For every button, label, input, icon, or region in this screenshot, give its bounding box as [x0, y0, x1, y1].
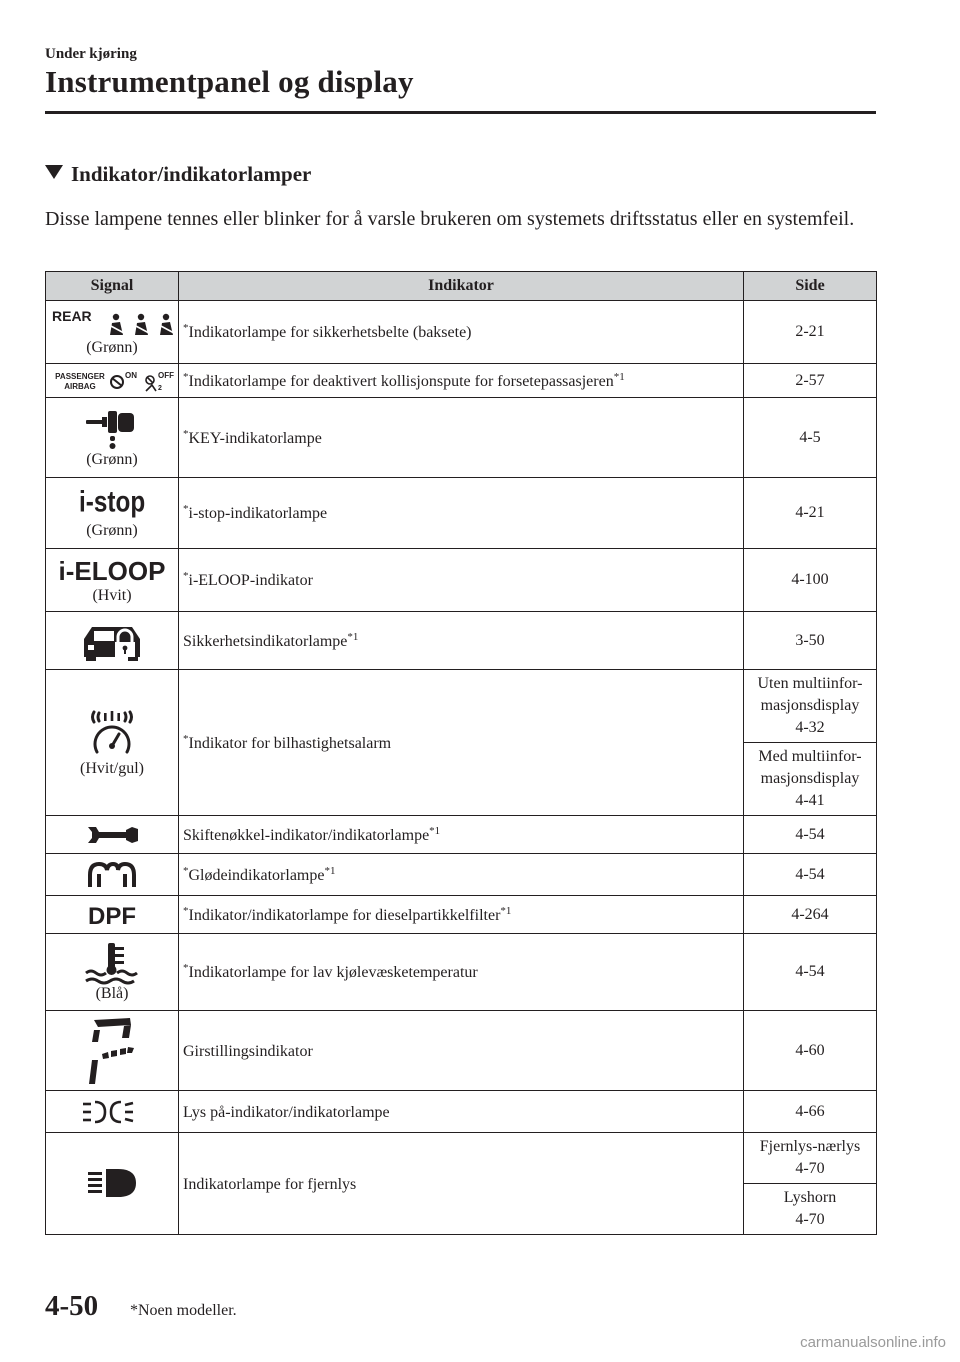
signal-cell — [46, 816, 179, 854]
indicator-cell — [179, 816, 744, 854]
signal-cell — [46, 301, 179, 364]
signal-cell — [46, 398, 179, 478]
col-header-indicator: Indikator — [179, 272, 744, 301]
svg-text:i-stop: i-stop — [79, 483, 146, 518]
key-icon — [82, 407, 142, 449]
side-cell: 4-60 — [744, 1011, 877, 1091]
side-text: Uten multiinfor- — [757, 675, 863, 692]
side-cell: 2-57 — [744, 364, 877, 398]
indicator-cell — [179, 364, 744, 398]
indicator-cell — [179, 549, 744, 612]
i-eloop-icon — [58, 555, 166, 586]
svg-text:i-ELOOP: i-ELOOP — [58, 556, 166, 586]
indicator-table — [45, 271, 877, 1235]
indicator-cell — [179, 1091, 744, 1133]
section-heading — [45, 162, 311, 187]
side-text: masjonsdisplay — [760, 697, 860, 714]
indicator-label: Indikatorlampe for fjernlys — [183, 1175, 357, 1193]
footnote-star: * — [183, 962, 189, 974]
footnote-star: * — [183, 904, 189, 917]
table-row — [46, 478, 877, 549]
intro-paragraph: Disse lampene tennes eller blinker for å varsle brukeren om systemets driftsstatus eller en systemfeil. — [45, 208, 855, 230]
indicator-label: Skiftenøkkel-indikator/indikatorlampe — [183, 826, 430, 844]
svg-text:OFF: OFF — [158, 370, 174, 380]
signal-color: (Grønn) — [86, 522, 138, 539]
side-cell: 4-100 — [744, 549, 877, 612]
side-cell: 3-50 — [744, 612, 877, 670]
glow-plug-icon — [85, 861, 139, 889]
page-title: Instrumentpanel og display — [45, 64, 414, 99]
footnote-ref: *1 — [429, 824, 441, 837]
col-header-side: Side — [744, 272, 877, 301]
footnote-star: * — [183, 427, 189, 440]
footnote-star: * — [183, 732, 189, 745]
footnote-ref: *1 — [347, 630, 359, 643]
signal-cell — [46, 1011, 179, 1091]
signal-cell — [46, 478, 179, 549]
indicator-cell — [179, 612, 744, 670]
indicator-label: Indikator/indikatorlampe for dieselpartikkelfilter — [188, 906, 501, 924]
table-row — [46, 301, 877, 364]
side-text: Med multiinfor- — [758, 748, 862, 765]
gear-position-icon — [84, 1016, 140, 1086]
indicator-label: Lys på-indikator/indikatorlampe — [183, 1103, 390, 1121]
table-row — [46, 364, 877, 398]
side-page: 4-70 — [795, 1160, 825, 1177]
table-row — [46, 398, 877, 478]
indicator-label: Girstillingsindikator — [183, 1042, 313, 1060]
signal-color: (Grønn) — [86, 339, 138, 356]
header-rule — [45, 111, 876, 114]
security-car-lock-icon — [80, 621, 144, 661]
side-page: 4-70 — [795, 1211, 825, 1228]
indicator-label: i-ELOOP-indikator — [188, 572, 313, 589]
side-cell: 2-21 — [744, 301, 877, 364]
side-cell: 4-264 — [744, 896, 877, 934]
footnote-ref: *1 — [500, 904, 512, 917]
table-row — [46, 816, 877, 854]
footnote-star: * — [183, 503, 189, 515]
side-cell — [744, 743, 877, 816]
indicator-label: i-stop-indikatorlampe — [188, 505, 328, 522]
side-cell — [744, 1133, 877, 1184]
high-beam-icon — [84, 1167, 140, 1201]
col-header-signal: Signal — [46, 272, 179, 301]
table-row — [46, 1011, 877, 1091]
speed-alarm-icon — [87, 708, 137, 758]
side-text: masjonsdisplay — [760, 770, 860, 787]
indicator-cell — [179, 478, 744, 549]
indicator-cell — [179, 896, 744, 934]
indicator-cell — [179, 1011, 744, 1091]
table-header-row — [46, 272, 877, 301]
footnote: *Noen modeller. — [130, 1302, 237, 1319]
indicator-label: Indikatorlampe for lav kjølevæsketemperatur — [188, 964, 478, 981]
signal-cell — [46, 934, 179, 1011]
section-heading-text: Indikator/indikatorlamper — [71, 162, 312, 186]
footnote-star: * — [183, 864, 189, 877]
signal-cell — [46, 364, 179, 398]
indicator-cell — [179, 1133, 744, 1235]
svg-text:2: 2 — [158, 384, 162, 392]
table-row — [46, 612, 877, 670]
signal-cell — [46, 1091, 179, 1133]
side-cell — [744, 670, 877, 743]
signal-color: (Grønn) — [86, 450, 138, 468]
signal-cell — [46, 612, 179, 670]
indicator-label: Indikatorlampe for deaktivert kollisjonspute for forsetepassasjeren — [188, 372, 614, 390]
side-cell: 4-54 — [744, 816, 877, 854]
wrench-icon — [82, 824, 142, 846]
signal-cell — [46, 670, 179, 816]
table-row — [46, 1091, 877, 1133]
indicator-label: Glødeindikatorlampe — [188, 866, 325, 884]
svg-text:ON: ON — [125, 370, 137, 380]
section-label: Under kjøring — [45, 46, 137, 62]
svg-text:REAR: REAR — [52, 308, 92, 324]
indicator-cell — [179, 301, 744, 364]
side-cell: 4-66 — [744, 1091, 877, 1133]
signal-cell — [46, 854, 179, 896]
signal-color: (Hvit) — [92, 587, 132, 604]
svg-text:DPF: DPF — [88, 902, 136, 930]
indicator-cell — [179, 934, 744, 1011]
table-row — [46, 896, 877, 934]
side-cell: 4-54 — [744, 854, 877, 896]
side-page: 4-41 — [795, 792, 825, 809]
footnote-star: * — [183, 322, 189, 334]
svg-text:AIRBAG: AIRBAG — [64, 381, 96, 391]
rear-seatbelt-icon — [50, 307, 174, 337]
page-number: 4-50 — [45, 1290, 99, 1322]
signal-color: (Blå) — [95, 985, 129, 1002]
side-cell — [744, 1184, 877, 1235]
triangle-down-icon — [45, 165, 63, 179]
table-row — [46, 934, 877, 1011]
footnote-ref: *1 — [613, 370, 625, 383]
footnote-star: * — [183, 370, 189, 383]
lights-on-icon — [81, 1099, 143, 1125]
indicator-cell — [179, 670, 744, 816]
signal-cell — [46, 549, 179, 612]
passenger-airbag-icon — [50, 369, 174, 393]
footnote-star: * — [183, 570, 189, 582]
indicator-label: Indikator for bilhastighetsalarm — [188, 734, 392, 752]
signal-cell — [46, 1133, 179, 1235]
footnote-ref: *1 — [324, 864, 336, 877]
table-row — [46, 1133, 877, 1184]
indicator-label: Sikkerhetsindikatorlampe — [183, 632, 348, 650]
side-cell: 4-5 — [744, 398, 877, 478]
side-cell: 4-21 — [744, 478, 877, 549]
indicator-cell — [179, 854, 744, 896]
i-stop-icon — [77, 483, 147, 520]
watermark: carmanualsonline.info — [800, 1334, 946, 1351]
table-row — [46, 670, 877, 743]
table-row — [46, 549, 877, 612]
low-coolant-temp-icon — [82, 941, 142, 983]
side-cell: 4-54 — [744, 934, 877, 1011]
side-text: Lyshorn — [783, 1189, 837, 1206]
table-row — [46, 854, 877, 896]
side-text: Fjernlys-nærlys — [759, 1138, 861, 1155]
svg-text:PASSENGER: PASSENGER — [55, 371, 105, 381]
dpf-icon — [80, 902, 144, 928]
signal-cell — [46, 896, 179, 934]
indicator-cell — [179, 398, 744, 478]
side-page: 4-32 — [795, 719, 825, 736]
indicator-label: Indikatorlampe for sikkerhetsbelte (baksete) — [188, 324, 472, 341]
signal-color: (Hvit/gul) — [80, 759, 144, 777]
indicator-label: KEY-indikatorlampe — [188, 429, 322, 447]
